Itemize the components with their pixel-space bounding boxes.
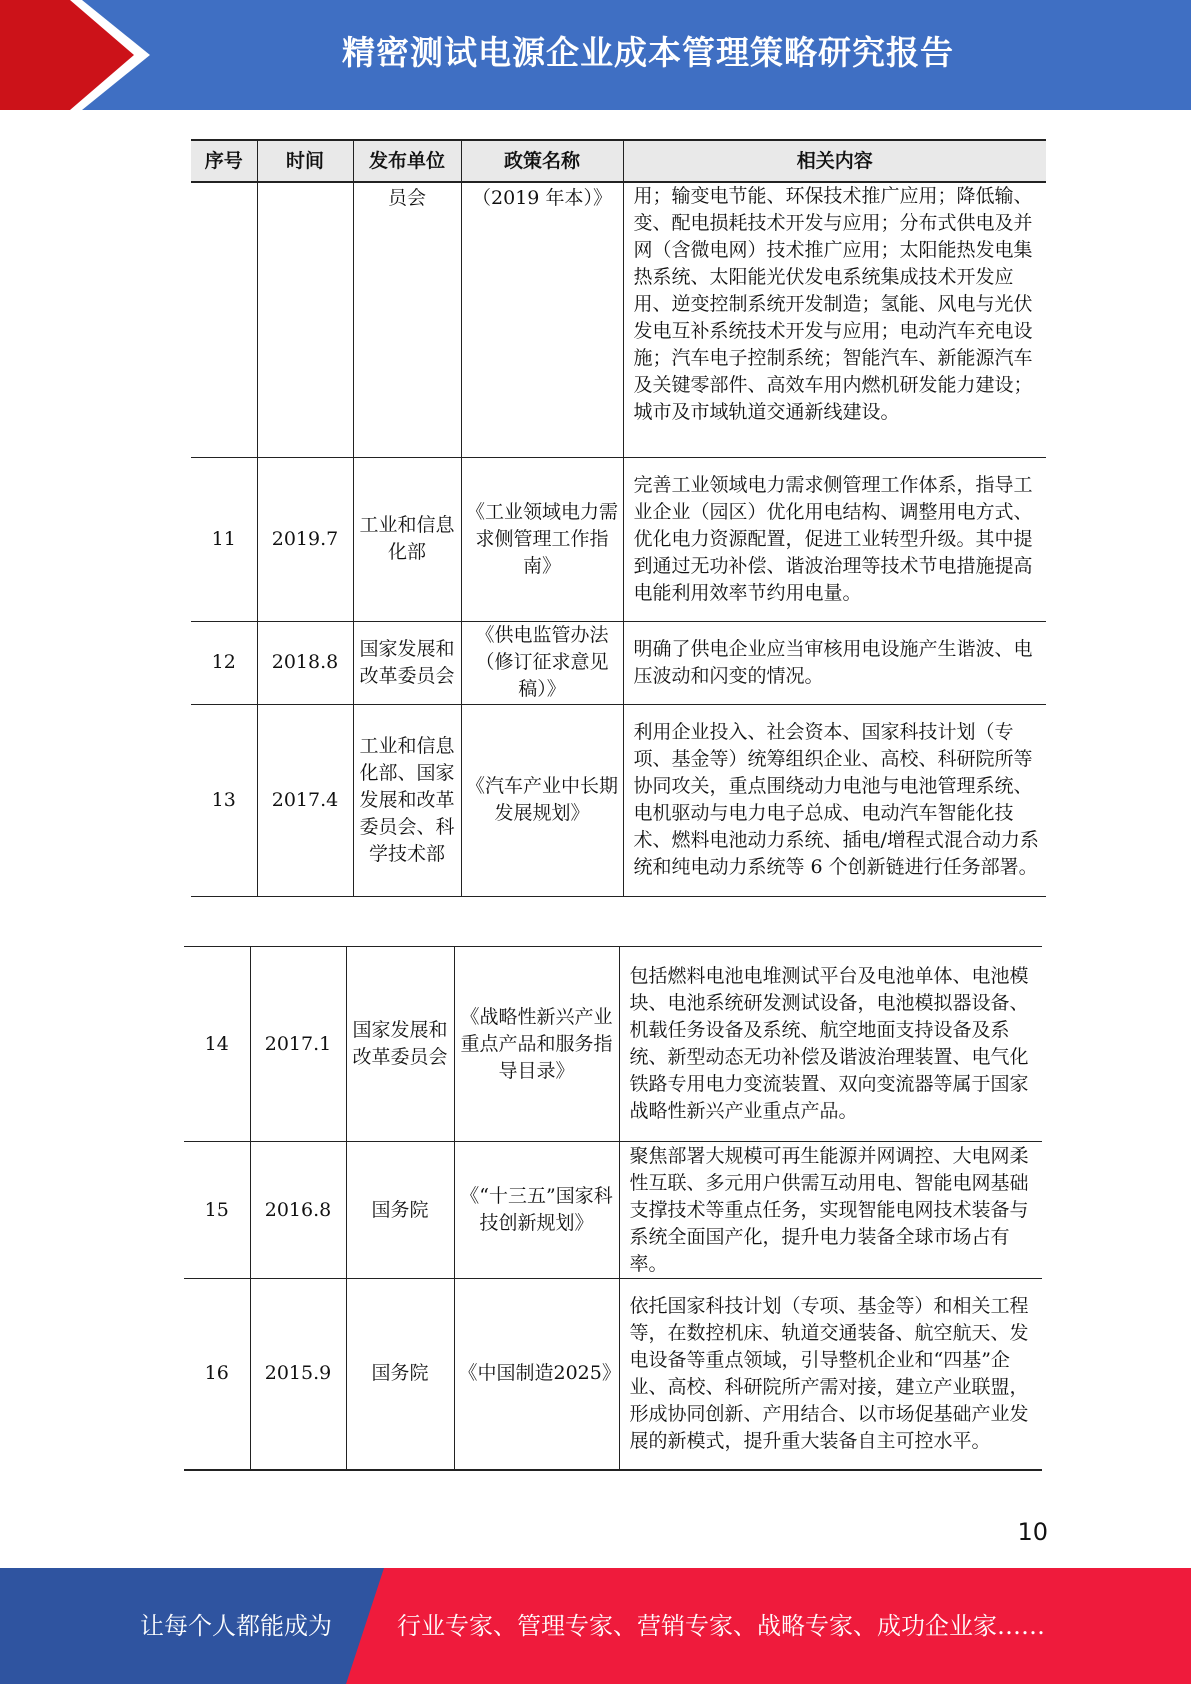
cell-publisher: 工业和信息化部、国家发展和改革委员会、科学技术部 [353, 704, 461, 896]
cell-policy: 《“十三五”国家科技创新规划》 [454, 1142, 619, 1279]
cell-publisher: 国务院 [346, 1279, 454, 1470]
cell-content: 利用企业投入、社会资本、国家科技计划（专项、基金等）统筹组织企业、高校、科研院所等协同攻关，重点围绕动力电池与电池管理系统、电机驱动与电力电子总成、电动汽车智能化技术、燃料电池动力系统、插电/增程式混合动力系统和纯电动力系统等 6 个创新链进行任务部署。 [623, 704, 1046, 896]
table-row [191, 704, 1046, 896]
cell-policy: 《战略性新兴产业重点产品和服务指导目录》 [454, 947, 619, 1142]
cell-index: 14 [184, 947, 250, 1142]
header-publisher: 发布单位 [353, 140, 461, 182]
cell-time: 2017.1 [250, 947, 346, 1142]
cell-content: 明确了供电企业应当审核用电设施产生谐波、电压波动和闪变的情况。 [623, 621, 1046, 704]
cell-time: 2017.4 [257, 704, 353, 896]
cell-index: 13 [191, 704, 257, 896]
cell-index: 12 [191, 621, 257, 704]
footer-band [0, 1568, 1191, 1684]
table-row [184, 1142, 1042, 1279]
cell-publisher: 工业和信息化部 [353, 457, 461, 621]
cell-index: 15 [184, 1142, 250, 1279]
cell-index: 11 [191, 457, 257, 621]
header-time: 时间 [257, 140, 353, 182]
table-header-row [191, 140, 1046, 182]
cell-publisher: 国家发展和改革委员会 [353, 621, 461, 704]
cell-time: 2016.8 [250, 1142, 346, 1279]
cell-content: 依托国家科技计划（专项、基金等）和相关工程等，在数控机床、轨道交通装备、航空航天、发电设备等重点领域，引导整机企业和“四基”企业、高校、科研院所产需对接，建立产业联盟，形成协同创新、产用结合、以市场促基础产业发展的新模式，提升重大装备自主可控水平。 [619, 1279, 1042, 1470]
footer-slogan-left: 让每个人都能成为 [140, 1612, 332, 1640]
header-band [0, 0, 1191, 110]
cell-policy: 《工业领域电力需求侧管理工作指南》 [461, 457, 623, 621]
cell-content: 完善工业领域电力需求侧管理工作体系，指导工业企业（园区）优化用电结构、调整用电方式、优化电力资源配置，促进工业转型升级。其中提到通过无功补偿、谐波治理等技术节电措施提高电能利用效率节约用电量。 [623, 457, 1046, 621]
table-row-continuation [191, 182, 1046, 457]
cell-time: 2015.9 [250, 1279, 346, 1470]
cell-publisher: 国家发展和改革委员会 [346, 947, 454, 1142]
cell-time: 2019.7 [257, 457, 353, 621]
cell-content: 用；输变电节能、环保技术推广应用；降低输、变、配电损耗技术开发与应用；分布式供电及并网（含微电网）技术推广应用；太阳能热发电集热系统、太阳能光伏发电系统集成技术开发应用、逆变控制系统开发制造；氢能、风电与光伏发电互补系统技术开发与应用；电动汽车充电设施；汽车电子控制系统；智能汽车、新能源汽车及关键零部件、高效车用内燃机研发能力建设；城市及市域轨道交通新线建设。 [623, 182, 1046, 457]
header-index: 序号 [191, 140, 257, 182]
cell-policy: 《中国制造2025》 [454, 1279, 619, 1470]
cell-index: 16 [184, 1279, 250, 1470]
table-row [191, 457, 1046, 621]
table-row [191, 621, 1046, 704]
cell-publisher: 员会 [353, 182, 461, 457]
policy-table-part-2 [184, 946, 1042, 1471]
header-content: 相关内容 [623, 140, 1046, 182]
cell-policy: 《供电监管办法（修订征求意见稿）》 [461, 621, 623, 704]
header-policy: 政策名称 [461, 140, 623, 182]
page-number: 10 [1017, 1518, 1048, 1546]
cell-publisher: 国务院 [346, 1142, 454, 1279]
page-title: 精密测试电源企业成本管理策略研究报告 [342, 33, 954, 72]
table-row [184, 1279, 1042, 1470]
cell-policy: 《汽车产业中长期发展规划》 [461, 704, 623, 896]
policy-table-part-1 [191, 139, 1046, 897]
cell-time: 2018.8 [257, 621, 353, 704]
cell-policy: （2019 年本）》 [461, 182, 623, 457]
cell-content: 包括燃料电池电堆测试平台及电池单体、电池模块、电池系统研发测试设备，电池模拟器设备、机载任务设备及系统、航空地面支持设备及系统、新型动态无功补偿及谐波治理装置、电气化铁路专用电力变流装置、双向变流器等属于国家战略性新兴产业重点产品。 [619, 947, 1042, 1142]
table-row [184, 947, 1042, 1142]
cell-content: 聚焦部署大规模可再生能源并网调控、大电网柔性互联、多元用户供需互动用电、智能电网基础支撑技术等重点任务，实现智能电网技术装备与系统全面国产化，提升电力装备全球市场占有率。 [619, 1142, 1042, 1279]
cell-time [257, 182, 353, 457]
footer-slogan-right: 行业专家、管理专家、营销专家、战略专家、成功企业家…… [397, 1612, 1045, 1640]
cell-index [191, 182, 257, 457]
